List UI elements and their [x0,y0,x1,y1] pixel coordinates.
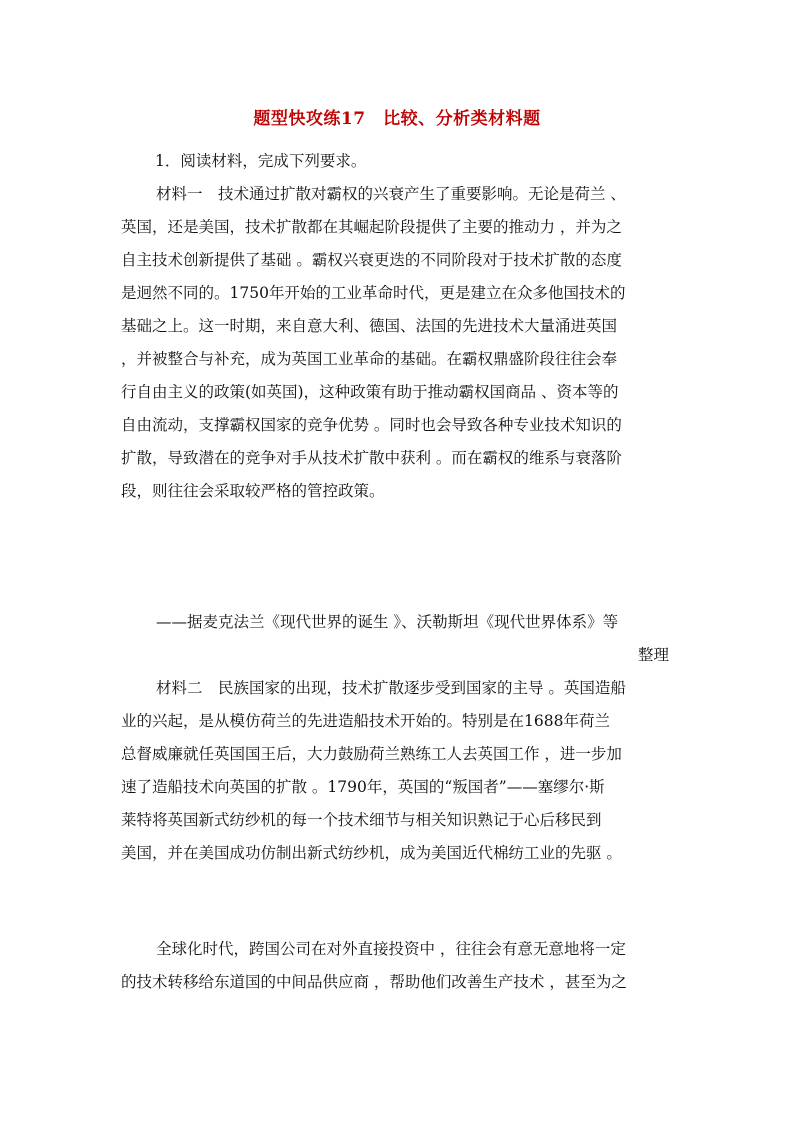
material-two-line: 总督威廉就任英国国王后，大力鼓励荷兰熟练工人去英国工作 ，进一步加 [121,745,622,763]
material-one-line: 英国，还是美国，技术扩散都在其崛起阶段提供了主要的推动力 ，并为之 [121,218,622,236]
material-one-line: 自由流动，支撑霸权国家的竞争优势 。同时也会导致各种专业技术知识的 [121,416,622,434]
source-citation [121,606,669,672]
material-one-line: 是迥然不同的。1750年开始的工业革命时代，更是建立在众多他国技术的 [121,284,626,302]
page-title: 题型快攻练17 比较、分析类材料题 [253,109,541,129]
material-one-line: 段，则往往会采取较严格的管控政策。 [121,482,385,500]
material-two-globalization [121,933,669,999]
material-two-line: 业的兴起，是从模仿荷兰的先进造船技术开始的。特别是在1688年荷兰 [121,712,610,730]
material-one-line: ，并被整合与补充，成为英国工业革命的基础。在霸权鼎盛阶段往往会奉 [121,350,618,368]
material-one-line: 扩散，导致潜在的竞争对手从技术扩散中获利 。而在霸权的维系与衰落阶 [121,449,622,467]
material-two-line: 莱特将英国新式纺纱机的每一个技术细节与相关知识熟记于心后移民到 [121,811,602,829]
material-two-line: 材料二 民族国家的出现，技术扩散逐步受到国家的主导 。英国造船 [156,679,626,697]
material-one [121,178,669,508]
material-two-line: 速了造船技术向英国的扩散 。1790年，英国的“叛国者”——塞缪尔·斯 [121,778,605,796]
source-line-end: 整理 [637,646,669,664]
material-one-line: 行自由主义的政策(如英国)，这种政策有助于推动霸权国商品 、资本等的 [121,383,619,401]
question-line: 1．阅读材料，完成下列要求。 [155,152,367,170]
material-two [121,672,669,870]
source-line: ——据麦克法兰《现代世界的诞生 》、沃勒斯坦《现代世界体系》等 [156,613,619,631]
material-two-line: 美国，并在美国成功仿制出新式纺纱机，成为美国近代棉纺工业的先驱 。 [121,844,622,862]
question-prompt [155,145,703,178]
material-two-b-line: 的技术转移给东道国的中间品供应商 ，帮助他们改善生产技术 ，甚至为之 [121,973,627,991]
material-two-b-line: 全球化时代，跨国公司在对外直接投资中 ，往往会有意无意地将一定 [156,940,626,958]
material-one-line: 材料一 技术通过扩散对霸权的兴衰产生了重要影响。无论是荷兰 、 [156,185,626,203]
material-one-line: 基础之上。这一时期，来自意大利、德国、法国的先进技术大量涌进英国 [121,317,618,335]
material-one-line: 自主技术创新提供了基础 。霸权兴衰更迭的不同阶段对于技术扩散的态度 [121,251,622,269]
